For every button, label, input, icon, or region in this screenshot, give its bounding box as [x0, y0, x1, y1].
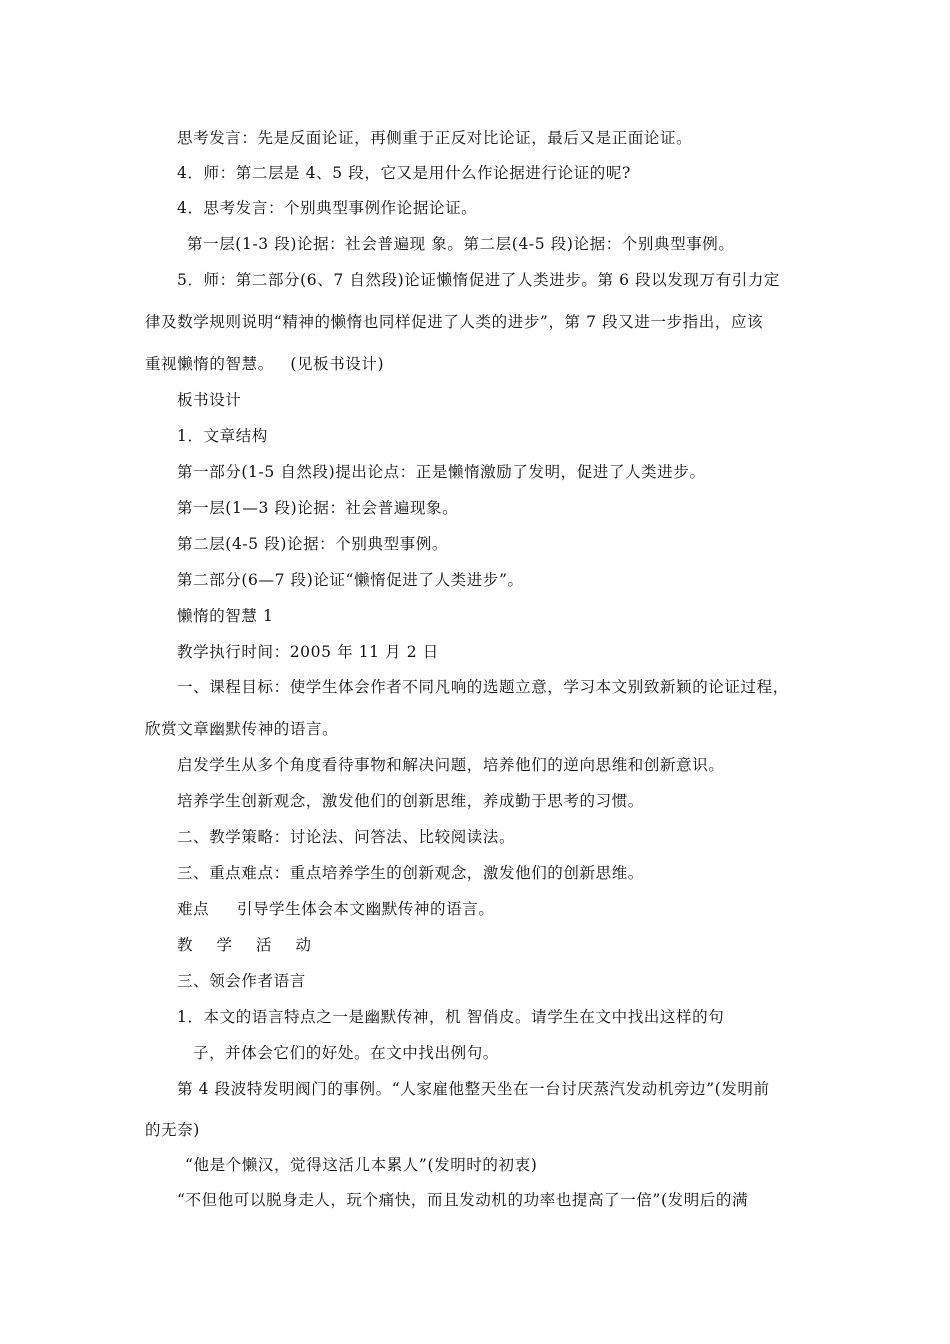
- paragraph-line: 培养学生创新观念，激发他们的创新思维，养成勤于思考的习惯。: [177, 792, 644, 810]
- paragraph-line: 子，并体会它们的好处。在文中找出例句。: [193, 1044, 499, 1062]
- paragraph-line: 思考发言：先是反面论证，再侧重于正反对比论证，最后又是正面论证。: [177, 129, 693, 147]
- paragraph-line: 教学执行时间：2005 年 11 月 2 日: [177, 643, 439, 661]
- paragraph-line: 律及数学规则说明“精神的懒惰也同样促进了人类的进步”，第 7 段又进一步指出，应该: [145, 313, 764, 331]
- paragraph-line: 欣赏文章幽默传神的语言。: [145, 720, 339, 738]
- document-title: 懒惰的智慧 1: [177, 607, 274, 625]
- paragraph-line: 重视懒惰的智慧。 (见板书设计): [145, 355, 385, 373]
- paragraph-line: 第二部分(6—7 段)论证“懒惰促进了人类进步”。: [177, 571, 524, 589]
- paragraph-line: 一、课程目标：使学生体会作者不同凡响的选题立意，学习本文别致新颖的论证过程，: [177, 678, 789, 696]
- paragraph-line: 4．思考发言：个别典型事例作论据论证。: [177, 199, 478, 217]
- paragraph-line: 第二层(4-5 段)论据：个别典型事例。: [177, 535, 448, 553]
- paragraph-line: 二、教学策略：讨论法、问答法、比较阅读法。: [177, 828, 516, 846]
- paragraph-line: 启发学生从多个角度看待事物和解决问题，培养他们的逆向思维和创新意识。: [177, 756, 725, 774]
- paragraph-line: 第一层(1-3 段)论据：社会普遍现 象。第二层(4-5 段)论据：个别典型事例。: [187, 235, 735, 253]
- paragraph-line: “他是个懒汉，觉得这活儿本累人”(发明时的初衷): [185, 1156, 538, 1174]
- paragraph-line: 三、领会作者语言: [177, 972, 306, 990]
- paragraph-line: 第一部分(1-5 自然段)提出论点：正是懒惰激励了发明，促进了人类进步。: [177, 463, 706, 481]
- paragraph-line: 5．师：第二部分(6、7 自然段)论证懒惰促进了人类进步。第 6 段以发现万有引力定: [177, 271, 781, 289]
- paragraph-line: 1．本文的语言特点之一是幽默传神，机 智俏皮。请学生在文中找出这样的句: [177, 1008, 725, 1026]
- section-heading: 板书设计: [177, 391, 242, 409]
- paragraph-line: 第 4 段波特发明阀门的事例。“人家雇他整天坐在一台讨厌蒸汽发动机旁边”(发明前: [177, 1080, 770, 1098]
- paragraph-line: 的无奈): [145, 1121, 200, 1139]
- paragraph-line: 1．文章结构: [177, 427, 268, 445]
- paragraph-line: “不但他可以脱身走人，玩个痛快，而且发动机的功率也提高了一倍”(发明后的满: [177, 1191, 749, 1209]
- paragraph-line: 第一层(1—3 段)论据：社会普遍现象。: [177, 499, 459, 517]
- paragraph-line: 三、重点难点：重点培养学生的创新观念，激发他们的创新思维。: [177, 864, 644, 882]
- section-heading: 教学活动: [177, 936, 336, 954]
- paragraph-line: 难点 引导学生体会本文幽默传神的语言。: [177, 900, 495, 918]
- paragraph-line: 4．师：第二层是 4、5 段，它又是用什么作论据进行论证的呢?: [177, 164, 631, 182]
